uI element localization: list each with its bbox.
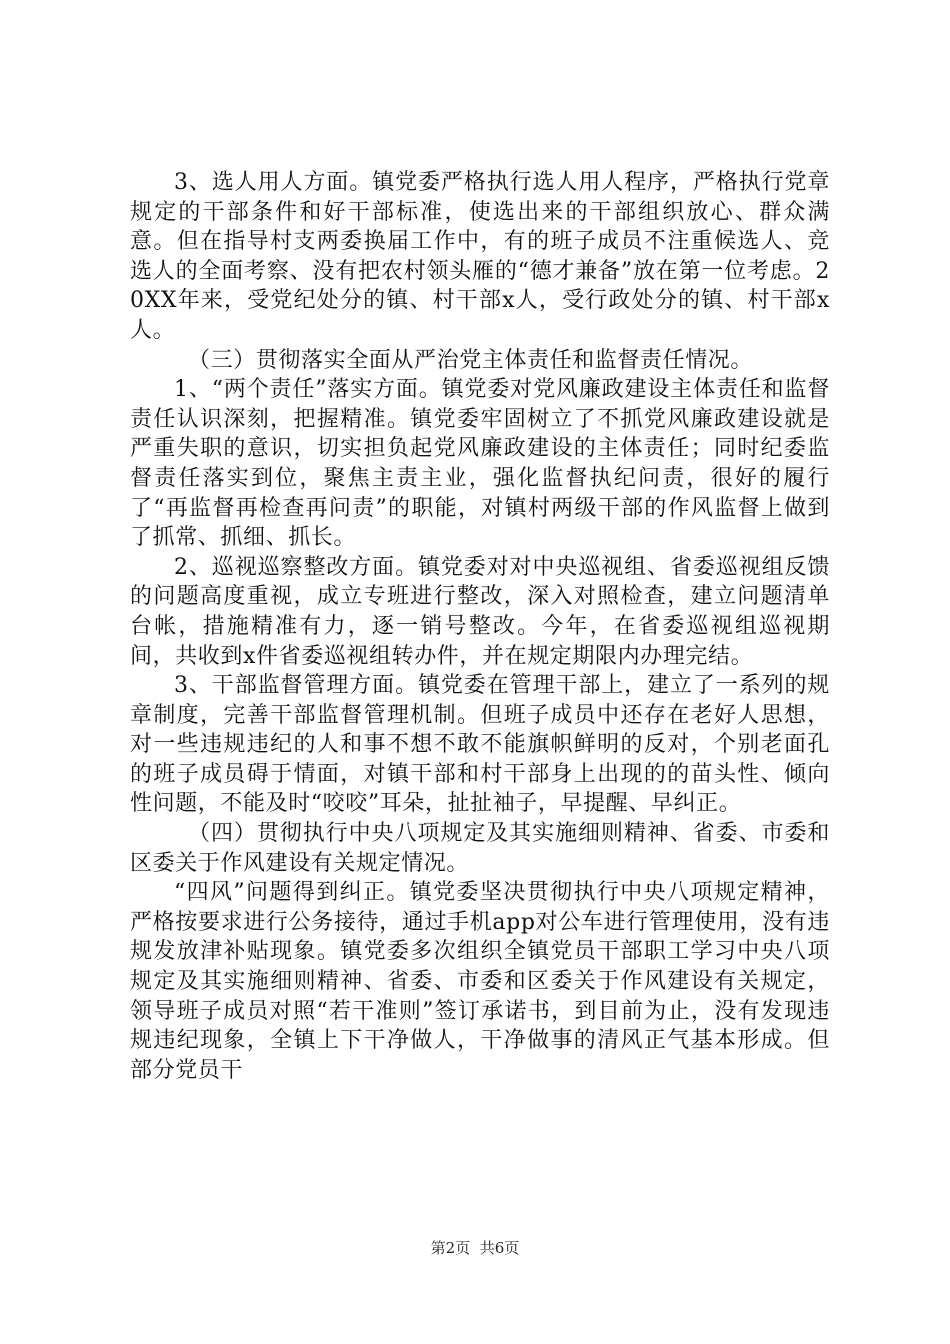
document-body: [130, 168, 830, 1085]
paragraph-two-responsibilities: 1、“两个责任”落实方面。镇党委对党风廉政建设主体责任和监督责任认识深刻，把握精准。镇党委牢固树立了不抓党风廉政建设就是严重失职的意识，切实担负起党风廉政建设的主体责任；同时纪委监督责任落实到位，聚焦主责主业，强化监督执纪问责，很好的履行了“再监督再检查再问责”的职能，对镇村两级干部的作风监督上做到了抓常、抓细、抓长。: [130, 377, 830, 551]
paragraph-personnel-selection: 3、选人用人方面。镇党委严格执行选人用人程序，严格执行党章规定的干部条件和好干部标准，使选出来的干部组织放心、群众满意。但在指导村支两委换届工作中，有的班子成员不注重候选人、竞选人的全面考察、没有把农村领头雁的“德才兼备”放在第一位考虑。20XX年来，受党纪处分的镇、村干部x人，受行政处分的镇、村干部x人。: [130, 170, 830, 343]
page-total: 共6页: [479, 1239, 520, 1257]
paragraph-inspection-rectification: 2、巡视巡察整改方面。镇党委对对中央巡视组、省委巡视组反馈的问题高度重视，成立专班进行整改，深入对照检查，建立问题清单台帐，措施精准有力，逐一销号整改。今年，在省委巡视组巡视期间，共收到x件省委巡视组转办件，并在规定期限内办理完结。: [130, 554, 830, 669]
page-number: 第2页: [430, 1239, 471, 1257]
page-footer: [0, 1238, 950, 1258]
paragraph-cadre-supervision: 3、干部监督管理方面。镇党委在管理干部上，建立了一系列的规章制度，完善干部监督管理机制。但班子成员中还存在老好人思想，对一些违规违纪的人和事不想不敢不能旗帜鲜明的反对，个别老面孔的班子成员碍于情面，对镇干部和村干部身上出现的的苗头性、倾向性问题，不能及时“咬咬”耳朵，扯扯袖子，早提醒、早纠正。: [130, 673, 830, 817]
section-heading-three: （三）贯彻落实全面从严治党主体责任和监督责任情况。: [188, 347, 754, 373]
section-heading-four: （四）贯彻执行中央八项规定及其实施细则精神、省委、市委和区委关于作风建设有关规定情况。: [130, 821, 830, 876]
paragraph-four-winds: “四风”问题得到纠正。镇党委坚决贯彻执行中央八项规定精神，严格按要求进行公务接待，通过手机app对公车进行管理使用，没有违规发放津补贴现象。镇党委多次组织全镇党员干部职工学习中央八项规定及其实施细则精神、省委、市委和区委关于作风建设有关规定，领导班子成员对照“若干准则”签订承诺书，到目前为止，没有发现违规违纪现象，全镇上下干净做人，干净做事的清风正气基本形成。但部分党员干: [130, 880, 830, 1083]
